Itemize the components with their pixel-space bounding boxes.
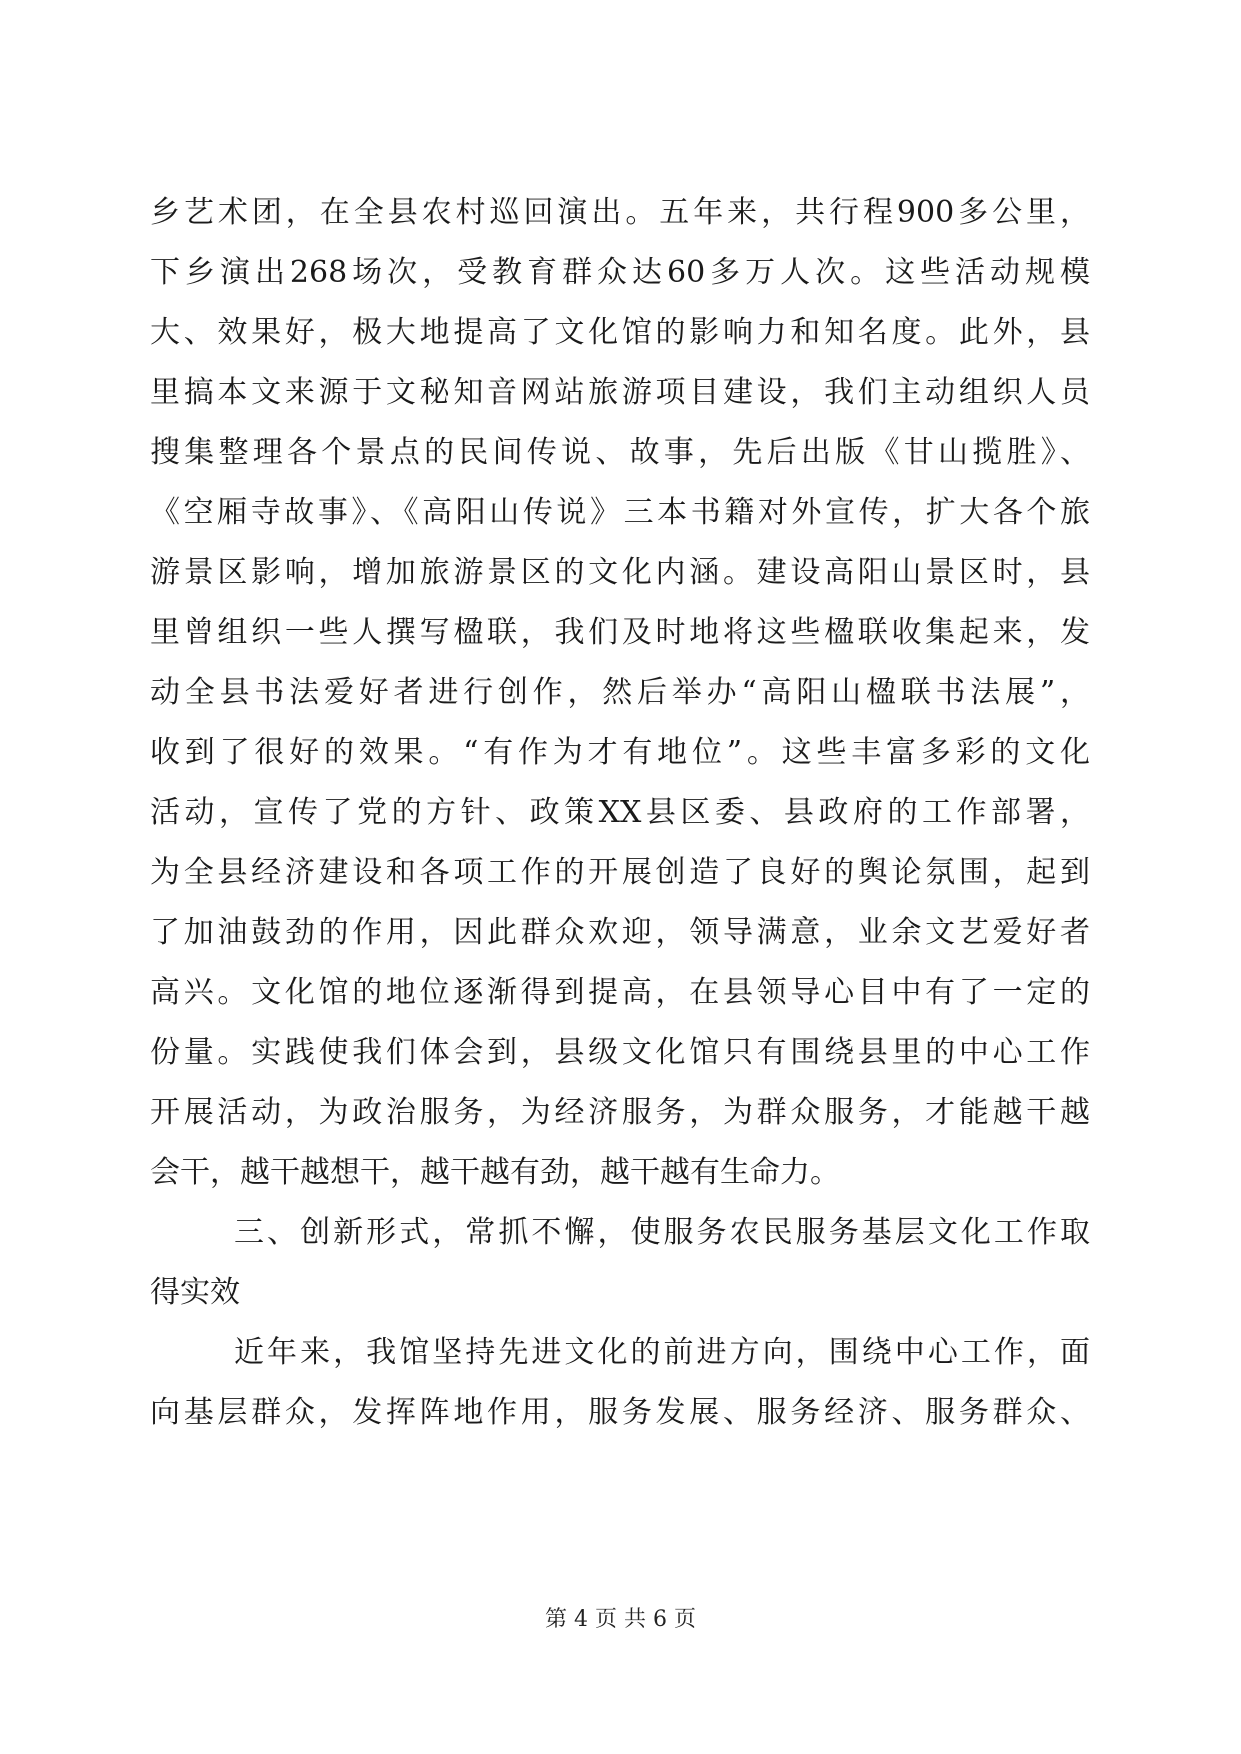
text-line: 游景区影响，增加旅游景区的文化内涵。建设高阳山景区时，县 <box>150 555 1090 590</box>
text-line: 搜集整理各个景点的民间传说、故事，先后出版《甘山揽胜》、 <box>150 435 1090 470</box>
heading-line: 得实效 <box>150 1275 240 1310</box>
text-line: 高兴。文化馆的地位逐渐得到提高，在县领导心目中有了一定的 <box>150 975 1090 1010</box>
text-line: 里曾组织一些人撰写楹联，我们及时地将这些楹联收集起来，发 <box>150 615 1090 650</box>
document-body <box>150 183 1090 1443</box>
text-line: 里搞本文来源于文秘知音网站旅游项目建设，我们主动组织人员 <box>150 375 1090 410</box>
paragraph-recent-years <box>150 1323 1090 1443</box>
heading-line: 三、创新形式，常抓不懈，使服务农民服务基层文化工作取 <box>234 1215 1090 1250</box>
text-line: 动全县书法爱好者进行创作，然后举办“高阳山楹联书法展”， <box>150 675 1090 710</box>
text-line: 会干，越干越想干，越干越有劲，越干越有生命力。 <box>150 1155 840 1190</box>
paragraph-village-art-troupe <box>150 183 1090 1203</box>
text-line: 向基层群众，发挥阵地作用，服务发展、服务经济、服务群众、 <box>150 1395 1090 1430</box>
text-line: 大、效果好，极大地提高了文化馆的影响力和知名度。此外，县 <box>150 315 1090 350</box>
text-line: 下乡演出268场次，受教育群众达60多万人次。这些活动规模 <box>150 255 1090 290</box>
text-line: 了加油鼓劲的作用，因此群众欢迎，领导满意，业余文艺爱好者 <box>150 915 1090 950</box>
text-line: 乡艺术团，在全县农村巡回演出。五年来，共行程900多公里， <box>150 195 1090 230</box>
section-heading-three <box>150 1203 1090 1323</box>
text-line: 份量。实践使我们体会到，县级文化馆只有围绕县里的中心工作 <box>150 1035 1090 1070</box>
text-line: 为全县经济建设和各项工作的开展创造了良好的舆论氛围，起到 <box>150 855 1090 890</box>
text-line: 《空厢寺故事》、《高阳山传说》三本书籍对外宣传，扩大各个旅 <box>150 495 1090 530</box>
text-line: 活动，宣传了党的方针、政策XX县区委、县政府的工作部署， <box>150 795 1090 830</box>
text-line: 开展活动，为政治服务，为经济服务，为群众服务，才能越干越 <box>150 1095 1090 1130</box>
page-number-footer: 第 4 页 共 6 页 <box>545 1607 696 1632</box>
text-line: 收到了很好的效果。“有作为才有地位”。这些丰富多彩的文化 <box>150 735 1090 770</box>
text-line: 近年来，我馆坚持先进文化的前进方向，围绕中心工作，面 <box>234 1335 1090 1370</box>
